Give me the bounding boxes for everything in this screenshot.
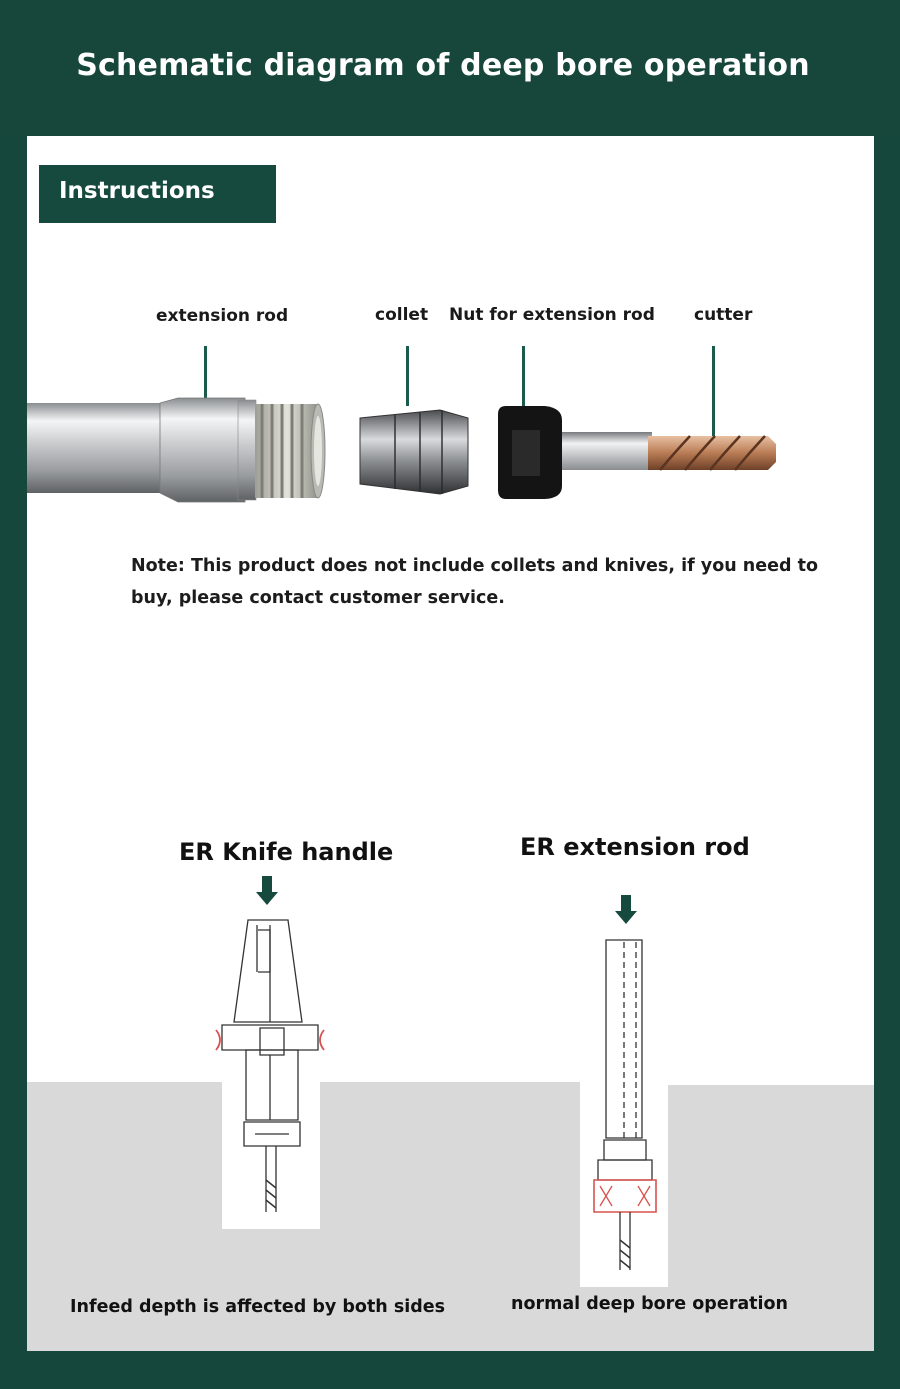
caption-right: normal deep bore operation [511, 1294, 788, 1314]
instructions-label: Instructions [59, 178, 215, 204]
label-collet: collet [375, 305, 429, 325]
product-note: Note: This product does not include collets and knives, if you need to buy, please contact customer service. [131, 556, 818, 608]
leader-extension-rod [204, 346, 207, 406]
leader-nut [522, 346, 525, 406]
label-extension-rod: extension rod [156, 306, 289, 326]
leader-collet [406, 346, 409, 406]
page-title: Schematic diagram of deep bore operation [76, 48, 810, 83]
leader-cutter [712, 346, 715, 436]
label-nut: Nut for extension rod [449, 305, 655, 325]
workpiece-left-bottom [222, 1229, 320, 1351]
caption-left: Infeed depth is affected by both sides [70, 1297, 446, 1317]
er-extension-rod-title: ER extension rod [520, 833, 750, 861]
er-knife-handle-title: ER Knife handle [179, 838, 394, 866]
label-cutter: cutter [694, 305, 753, 325]
header-banner [0, 0, 900, 136]
instructions-tag [39, 165, 276, 223]
